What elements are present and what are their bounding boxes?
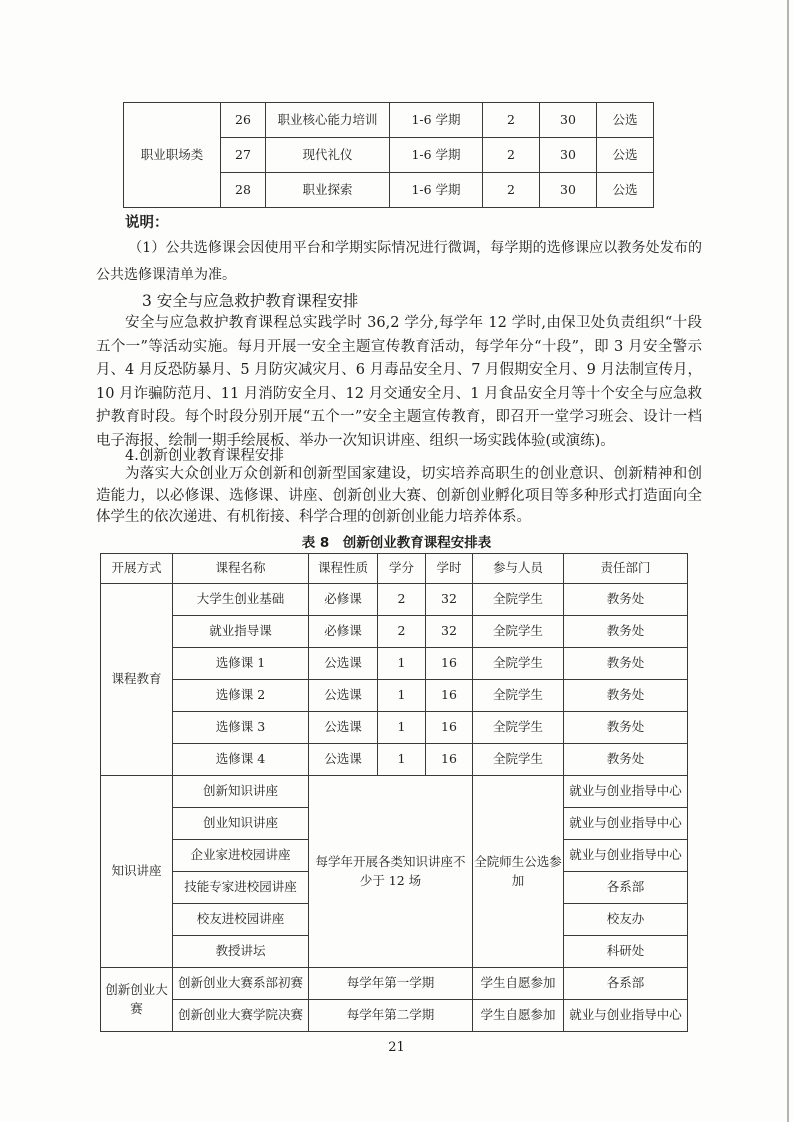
table-cell: 16 <box>426 680 473 712</box>
table-cell: 32 <box>426 616 473 648</box>
table-cell: 学生自愿参加 <box>473 1000 564 1032</box>
table-cell: 教务处 <box>564 616 688 648</box>
notes-heading: 说明： <box>125 214 169 231</box>
category-cell: 职业职场类 <box>124 103 221 208</box>
table-cell: 2 <box>378 584 426 616</box>
table-cell: 校友办 <box>564 904 688 936</box>
table-cell: 职业探索 <box>266 173 390 208</box>
table-cell: 创新创业大赛系部初赛 <box>173 968 309 1000</box>
table-cell: 职业核心能力培训 <box>266 103 390 138</box>
table-cell: 企业家进校园讲座 <box>173 840 309 872</box>
table-cell: 全院学生 <box>473 584 564 616</box>
table-cell: 选修课 1 <box>173 648 309 680</box>
table-cell: 1 <box>378 744 426 776</box>
table-row <box>101 648 688 680</box>
merged-participants-cell: 全院师生公选参加 <box>473 776 564 968</box>
table-cell: 全院学生 <box>473 616 564 648</box>
table-cell: 27 <box>221 138 266 173</box>
table-cell: 公选课 <box>309 648 378 680</box>
section4-paragraph: 为落实大众创业万众创新和创新型国家建设，切实培养高职生的创业意识、创新精神和创造能力，以必修课、选修课、讲座、创新创业大赛、创新创业孵化项目等多种形式打造面向全体学生的依次递进、有机衔接、科学合理的创新创业能力培养体系。 <box>96 466 702 525</box>
table-cell: 公选课 <box>309 680 378 712</box>
scan-edge-line <box>787 0 789 1122</box>
table-cell: 30 <box>540 173 597 208</box>
table-row <box>101 968 688 1000</box>
table-cell: 1-6 学期 <box>390 173 483 208</box>
table-cell: 1 <box>378 648 426 680</box>
table-cell: 1-6 学期 <box>390 138 483 173</box>
table-row <box>124 103 654 138</box>
column-header: 参与人员 <box>473 554 564 584</box>
table-cell: 全院学生 <box>473 648 564 680</box>
table-cell: 教务处 <box>564 712 688 744</box>
table-row <box>101 584 688 616</box>
table-cell: 现代礼仪 <box>266 138 390 173</box>
table-row <box>101 680 688 712</box>
table-cell: 各系部 <box>564 968 688 1000</box>
table-cell: 创新创业大赛学院决赛 <box>173 1000 309 1032</box>
column-header: 学时 <box>426 554 473 584</box>
table-cell: 创业知识讲座 <box>173 808 309 840</box>
table-cell: 校友进校园讲座 <box>173 904 309 936</box>
column-header: 开展方式 <box>101 554 173 584</box>
merged-schedule-cell: 每学年第一学期 <box>309 968 473 1000</box>
note-item-1: （1）公共选修课会因使用平台和学期实际情况进行微调，每学期的选修课应以教务处发布的公共选修课清单为准。 <box>96 240 702 283</box>
table-cell: 2 <box>378 616 426 648</box>
table-cell: 16 <box>426 648 473 680</box>
table-cell: 1 <box>378 680 426 712</box>
table-cell: 公选 <box>597 173 654 208</box>
table-cell: 学生自愿参加 <box>473 968 564 1000</box>
table-cell: 2 <box>483 173 540 208</box>
group-label-cell: 知识讲座 <box>101 776 173 968</box>
table-cell: 32 <box>426 584 473 616</box>
merged-schedule-cell: 每学年第二学期 <box>309 1000 473 1032</box>
column-header: 课程名称 <box>173 554 309 584</box>
table-cell: 1-6 学期 <box>390 103 483 138</box>
table8-caption: 表 8 创新创业教育课程安排表 <box>301 535 492 551</box>
group-label-cell: 课程教育 <box>101 584 173 776</box>
table-cell: 公选课 <box>309 744 378 776</box>
table-cell: 16 <box>426 712 473 744</box>
section4-heading: 4.创新创业教育课程安排 <box>125 448 284 464</box>
table-cell: 创新知识讲座 <box>173 776 309 808</box>
table-row <box>101 744 688 776</box>
table-cell: 技能专家进校园讲座 <box>173 872 309 904</box>
section3-paragraph: 安全与应急救护教育课程总实践学时 36,2 学分,每学年 12 学时,由保卫处负责组织“十段五个一”等活动实施。每月开展一安全主题宣传教育活动，每学年分“十段”，即 3 月安全警示月、4 月反恐防暴月、5 月防灾减灾月、6 月毒品安全月、7 月假期安全月、9 月法制宣传月，10 月诈骗防范月、11 月消防安全月、12 月交通安全月、1 月食品安全月等十个安全与应急救护教育时段。每个时段分别开展“五个一”安全主题宣传教育，即召开一堂学习班会、设计一档电子海报、绘制一期手绘展板、举办一次知识讲座、组织一场实践体验(或演练)。 <box>96 315 702 449</box>
page-number: 21 <box>388 1040 405 1055</box>
table-cell: 各系部 <box>564 872 688 904</box>
table-cell: 选修课 4 <box>173 744 309 776</box>
table-cell: 1 <box>378 712 426 744</box>
column-header: 责任部门 <box>564 554 688 584</box>
table-cell: 教授讲坛 <box>173 936 309 968</box>
table-cell: 公选 <box>597 103 654 138</box>
table-cell: 教务处 <box>564 680 688 712</box>
table-cell: 教务处 <box>564 584 688 616</box>
table-cell: 科研处 <box>564 936 688 968</box>
table-cell: 教务处 <box>564 648 688 680</box>
table-cell: 2 <box>483 103 540 138</box>
table-cell: 选修课 3 <box>173 712 309 744</box>
table-cell: 公选课 <box>309 712 378 744</box>
header-row <box>101 554 688 584</box>
table-cell: 大学生创业基础 <box>173 584 309 616</box>
innovation-education-table <box>100 553 688 1032</box>
table-row <box>101 1000 688 1032</box>
table-cell: 就业与创业指导中心 <box>564 840 688 872</box>
table-cell: 28 <box>221 173 266 208</box>
table-cell: 30 <box>540 138 597 173</box>
table-cell: 必修课 <box>309 616 378 648</box>
table-cell: 必修课 <box>309 584 378 616</box>
table-cell: 公选 <box>597 138 654 173</box>
table-cell: 就业指导课 <box>173 616 309 648</box>
table-cell: 30 <box>540 103 597 138</box>
merged-schedule-cell: 每学年开展各类知识讲座不少于 12 场 <box>309 776 473 968</box>
table-cell: 选修课 2 <box>173 680 309 712</box>
table-cell: 就业与创业指导中心 <box>564 808 688 840</box>
table-cell: 全院学生 <box>473 680 564 712</box>
table-row <box>101 616 688 648</box>
table-cell: 26 <box>221 103 266 138</box>
column-header: 学分 <box>378 554 426 584</box>
section3-heading: 3 安全与应急救护教育课程安排 <box>142 292 359 310</box>
table-cell: 全院学生 <box>473 712 564 744</box>
table-cell: 2 <box>483 138 540 173</box>
group-label-cell: 创新创业大赛 <box>101 968 173 1032</box>
table-cell: 教务处 <box>564 744 688 776</box>
table-row <box>101 712 688 744</box>
table-cell: 就业与创业指导中心 <box>564 776 688 808</box>
table-cell: 全院学生 <box>473 744 564 776</box>
table-cell: 就业与创业指导中心 <box>564 1000 688 1032</box>
table-row <box>101 776 688 808</box>
table-cell: 16 <box>426 744 473 776</box>
vocational-category-table <box>123 102 654 208</box>
column-header: 课程性质 <box>309 554 378 584</box>
